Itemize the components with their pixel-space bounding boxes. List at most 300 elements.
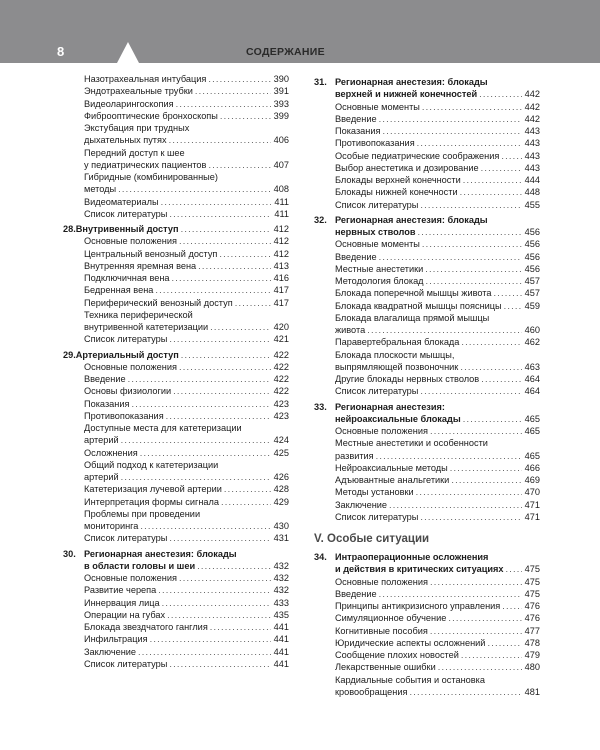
- toc-entry[interactable]: [314, 199, 540, 211]
- toc-entry-title: Основные положения: [335, 426, 428, 436]
- toc-entry[interactable]: [63, 597, 289, 609]
- toc-entry-line: [335, 437, 540, 449]
- chapter-number: 33.: [314, 401, 327, 412]
- toc-entry-line: [84, 471, 289, 483]
- toc-entry-title: Фиброоптические бронхоскопы: [84, 110, 218, 121]
- toc-entry-title: Блокада плоскости мышцы,: [335, 349, 455, 360]
- toc-entry[interactable]: [314, 150, 540, 162]
- toc-entry[interactable]: [63, 584, 289, 596]
- toc-entry-line: [84, 309, 289, 321]
- toc-entry-line: [335, 349, 540, 361]
- toc-entry-line: [314, 226, 540, 238]
- toc-entry[interactable]: [314, 186, 540, 198]
- toc-entry-line: [63, 548, 289, 560]
- toc-entry-title: Техника периферической: [84, 309, 193, 320]
- dot-leader: [460, 186, 522, 198]
- toc-entry-line: [335, 251, 540, 263]
- toc-entry[interactable]: [314, 474, 540, 486]
- page-ref: 441: [273, 622, 289, 632]
- toc-entry-line: [84, 434, 289, 446]
- dot-leader: [379, 251, 522, 263]
- toc-entry-line: [335, 238, 540, 250]
- toc-chapter-entry[interactable]: [63, 349, 289, 361]
- toc-entry[interactable]: [63, 373, 289, 385]
- toc-entry-line: [84, 208, 289, 220]
- dot-leader: [376, 450, 522, 462]
- page-ref: 423: [273, 398, 289, 409]
- page-ref: 431: [273, 533, 289, 544]
- toc-entry-line: [314, 214, 540, 226]
- dot-leader: [506, 563, 522, 575]
- toc-entry[interactable]: [314, 251, 540, 263]
- toc-entry-line: [63, 560, 289, 572]
- toc-entry[interactable]: [314, 625, 540, 637]
- toc-entry-title: Противопоказания: [335, 138, 415, 149]
- toc-entry[interactable]: [63, 147, 289, 172]
- toc-entry[interactable]: [63, 508, 289, 533]
- dot-leader: [430, 425, 522, 437]
- toc-entry[interactable]: [63, 483, 289, 495]
- page-ref: 426: [273, 472, 289, 482]
- page-ref: 423: [273, 410, 289, 421]
- toc-entry[interactable]: [314, 101, 540, 113]
- toc-entry[interactable]: [63, 658, 289, 670]
- toc-entry[interactable]: [63, 646, 289, 658]
- toc-entry[interactable]: [63, 333, 289, 345]
- toc-entry-title: Периферический венозный доступ: [84, 297, 233, 308]
- toc-entry-title: Другие блокады нервных стволов: [335, 374, 480, 384]
- dot-leader: [221, 496, 271, 508]
- toc-entry[interactable]: [63, 171, 289, 196]
- dot-leader: [426, 275, 522, 287]
- page-ref: 466: [524, 462, 540, 473]
- toc-entry[interactable]: [63, 572, 289, 584]
- dot-leader: [461, 336, 522, 348]
- toc-entry-title: Заключение: [335, 499, 388, 510]
- toc-entry[interactable]: [314, 674, 540, 699]
- toc-entry[interactable]: [314, 576, 540, 588]
- toc-entry-line: [335, 287, 540, 299]
- page-ref: 460: [524, 325, 540, 335]
- toc-entry[interactable]: [314, 511, 540, 523]
- page-ref: 422: [273, 374, 289, 384]
- toc-entry-line: [84, 633, 289, 645]
- toc-entry-line: [335, 113, 540, 125]
- toc-entry-line: [335, 263, 540, 275]
- toc-entry[interactable]: [63, 309, 289, 334]
- toc-entry[interactable]: [314, 300, 540, 312]
- dot-leader: [487, 637, 522, 649]
- toc-entry-title: Блокада квадратной мышцы поясницы: [335, 300, 502, 311]
- toc-entry-line: [335, 600, 540, 612]
- toc-entry-title: Блокады верхней конечности: [335, 175, 461, 185]
- toc-entry[interactable]: [314, 600, 540, 612]
- page-ref: 476: [524, 601, 540, 611]
- toc-entry-line: [335, 637, 540, 649]
- toc-entry[interactable]: [314, 263, 540, 275]
- toc-entry[interactable]: [314, 588, 540, 600]
- toc-entry-line: [84, 183, 289, 195]
- triangle-marker-icon: [117, 42, 139, 63]
- toc-entry[interactable]: [314, 162, 540, 174]
- dot-leader: [502, 600, 522, 612]
- page-ref: 417: [273, 297, 289, 308]
- dot-leader: [128, 373, 271, 385]
- toc-entry-line: [84, 572, 289, 584]
- toc-entry[interactable]: [314, 385, 540, 397]
- toc-entry-line: [84, 658, 289, 670]
- toc-entry-line: [84, 361, 289, 373]
- toc-entry-title: Сообщение плохих новостей: [335, 650, 459, 660]
- toc-entry[interactable]: [63, 496, 289, 508]
- toc-entry-title: Экстубация при трудных: [84, 123, 190, 133]
- toc-entry-line: [335, 661, 540, 673]
- toc-entry[interactable]: [314, 661, 540, 673]
- dot-leader: [420, 385, 522, 397]
- toc-entry-line: [84, 646, 289, 658]
- toc-entry[interactable]: [314, 649, 540, 661]
- toc-entry-title: дыхательных путях: [84, 135, 167, 146]
- toc-entry-line: [84, 609, 289, 621]
- toc-entry[interactable]: [63, 260, 289, 272]
- toc-entry-line: [84, 584, 289, 596]
- dot-leader: [210, 621, 271, 633]
- dot-leader: [224, 483, 271, 495]
- toc-entry[interactable]: [63, 398, 289, 410]
- toc-entry-line: [84, 272, 289, 284]
- page-ref: 456: [524, 239, 540, 250]
- toc-entry[interactable]: [63, 248, 289, 260]
- toc-entry[interactable]: [314, 287, 540, 299]
- toc-entry[interactable]: [314, 437, 540, 462]
- toc-entry[interactable]: [314, 275, 540, 287]
- toc-entry[interactable]: [314, 312, 540, 337]
- toc-entry[interactable]: [63, 272, 289, 284]
- dot-leader: [140, 447, 271, 459]
- toc-entry-line: [335, 511, 540, 523]
- toc-entry-title: Список литературы: [335, 199, 419, 210]
- page-ref: 443: [524, 126, 540, 136]
- page-ref: 441: [273, 646, 289, 657]
- toc-entry-line: [84, 171, 289, 183]
- toc-entry[interactable]: [63, 609, 289, 621]
- page-ref: 406: [273, 135, 289, 146]
- page-ref: 390: [273, 74, 289, 84]
- toc-entry[interactable]: [63, 98, 289, 110]
- toc-chapter-entry[interactable]: [314, 551, 540, 576]
- toc-entry[interactable]: [314, 425, 540, 437]
- toc-entry-title: Развитие черепа: [84, 585, 157, 596]
- toc-entry[interactable]: [63, 532, 289, 544]
- toc-entry-line: [335, 162, 540, 174]
- dot-leader: [451, 474, 522, 486]
- toc-entry[interactable]: [63, 422, 289, 447]
- toc-entry[interactable]: [63, 284, 289, 296]
- toc-entry[interactable]: [63, 73, 289, 85]
- toc-entry[interactable]: [314, 612, 540, 624]
- page-ref: 421: [273, 334, 289, 345]
- toc-entry[interactable]: [63, 110, 289, 122]
- toc-chapter-entry[interactable]: [314, 76, 540, 101]
- page-ref: 411: [274, 196, 289, 207]
- dot-leader: [195, 85, 271, 97]
- toc-entry-line: [84, 459, 289, 471]
- toc-entry-title: Регионарная анестезия: блокады: [335, 77, 488, 87]
- toc-entry-title: артерий: [84, 472, 119, 482]
- page-ref: 455: [524, 199, 540, 210]
- toc-entry-title: Показания: [335, 126, 381, 136]
- page-ref: 475: [524, 564, 540, 575]
- page-ref: 465: [524, 413, 540, 424]
- toc-entry-title: в области головы и шеи: [84, 560, 196, 571]
- toc-entry-title: Доступные места для катетеризации: [84, 423, 242, 433]
- page-ref: 432: [273, 560, 289, 571]
- toc-entry-title: Центральный венозный доступ: [84, 248, 218, 259]
- page-ref: 420: [273, 322, 289, 332]
- toc-entry-line: [314, 88, 540, 100]
- page-ref: 407: [273, 159, 289, 170]
- page-ref: 422: [273, 386, 289, 397]
- toc-entry[interactable]: [63, 459, 289, 484]
- dot-leader: [179, 235, 271, 247]
- toc-entry-title: Основные положения: [335, 576, 428, 587]
- toc-entry[interactable]: [63, 235, 289, 247]
- toc-chapter-entry[interactable]: [63, 223, 289, 235]
- toc-entry-title: Осложнения: [84, 447, 138, 458]
- dot-leader: [167, 609, 271, 621]
- toc-entry[interactable]: [314, 462, 540, 474]
- page-ref: 413: [273, 260, 289, 271]
- toc-chapter-entry[interactable]: [63, 548, 289, 573]
- toc-entry-title: Блокада поперечной мышцы живота: [335, 288, 492, 299]
- toc-entry-title: Внутривенный доступ: [75, 224, 179, 234]
- page-ref: 412: [273, 236, 289, 247]
- dot-leader: [481, 162, 522, 174]
- page-ref: 456: [524, 227, 540, 237]
- dot-leader: [379, 588, 522, 600]
- toc-entry[interactable]: [63, 196, 289, 208]
- toc-entry[interactable]: [314, 125, 540, 137]
- toc-entry-line: [314, 563, 540, 575]
- toc-entry-title: Противопоказания: [84, 410, 164, 421]
- dot-leader: [501, 150, 522, 162]
- toc-entry-title: Бедренная вена: [84, 285, 154, 296]
- toc-entry-line: [335, 474, 540, 486]
- page-ref: 411: [274, 208, 289, 219]
- toc-entry-line: [84, 385, 289, 397]
- toc-entry[interactable]: [314, 113, 540, 125]
- toc-entry[interactable]: [314, 373, 540, 385]
- toc-entry-title: Основные моменты: [335, 101, 420, 112]
- page-ref: 416: [273, 273, 289, 283]
- toc-entry[interactable]: [314, 336, 540, 348]
- page-ref: 471: [524, 511, 540, 522]
- page-ref: 456: [524, 251, 540, 262]
- toc-entry[interactable]: [63, 297, 289, 309]
- dot-leader: [450, 462, 522, 474]
- toc-entry-line: [335, 462, 540, 474]
- toc-entry-line: [314, 401, 540, 413]
- toc-entry-title: Проблемы при проведении: [84, 508, 201, 519]
- toc-entry-line: [335, 686, 540, 698]
- toc-entry-line: [314, 76, 540, 88]
- toc-entry[interactable]: [314, 137, 540, 149]
- dot-leader: [208, 73, 271, 85]
- toc-chapter-entry[interactable]: [314, 214, 540, 239]
- chapter-number: 34.: [314, 552, 327, 562]
- toc-entry-title: Инфильтрация: [84, 634, 148, 645]
- toc-entry-line: [84, 532, 289, 544]
- section-heading: V. Особые ситуации: [314, 533, 430, 545]
- toc-entry-title: Назотрахеальная интубация: [84, 74, 207, 84]
- toc-entry-line: [335, 486, 540, 498]
- toc-entry-title: Список литературы: [335, 386, 419, 397]
- page-ref: 456: [524, 263, 540, 274]
- toc-entry[interactable]: [63, 385, 289, 397]
- dot-leader: [138, 646, 271, 658]
- dot-leader: [430, 625, 522, 637]
- chapter-number: 28.: [63, 224, 76, 234]
- toc-entry-line: [335, 425, 540, 437]
- toc-entry-title: и действия в критических ситуациях: [335, 564, 504, 575]
- toc-entry-title: Заключение: [84, 646, 137, 657]
- toc-entry[interactable]: [314, 174, 540, 186]
- toc-entry-line: [84, 410, 289, 422]
- toc-entry-line: [335, 125, 540, 137]
- dot-leader: [379, 113, 522, 125]
- toc-entry[interactable]: [63, 361, 289, 373]
- dot-leader: [463, 413, 522, 425]
- toc-entry-line: [84, 284, 289, 296]
- dot-leader: [131, 398, 271, 410]
- page-ref: 430: [273, 521, 289, 531]
- running-title: СОДЕРЖАНИЕ: [246, 46, 325, 58]
- toc-entry-line: [335, 312, 540, 324]
- toc-entry-title: Интраоперационные осложнения: [335, 552, 489, 562]
- page-ref: 475: [524, 588, 540, 599]
- page-number-tab: [0, 41, 100, 63]
- page-ref: 428: [273, 484, 289, 495]
- toc-entry[interactable]: [314, 499, 540, 511]
- dot-leader: [198, 260, 271, 272]
- dot-leader: [382, 125, 522, 137]
- toc-entry-title: методы: [84, 184, 117, 195]
- toc-entry-line: [84, 333, 289, 345]
- dot-leader: [220, 110, 271, 122]
- toc-entry-title: внутривенной катетеризации: [84, 322, 209, 332]
- page-ref: 470: [524, 487, 540, 498]
- dot-leader: [420, 199, 522, 211]
- page-ref: 399: [273, 110, 289, 121]
- toc-entry[interactable]: [63, 621, 289, 633]
- dot-leader: [181, 223, 271, 235]
- dot-leader: [463, 174, 522, 186]
- toc-entry-line: [84, 196, 289, 208]
- toc-entry[interactable]: [314, 637, 540, 649]
- toc-entry-line: [84, 398, 289, 410]
- page-ref: 442: [524, 89, 540, 100]
- toc-entry-line: [335, 588, 540, 600]
- chapter-number: 32.: [314, 214, 327, 225]
- dot-leader: [367, 324, 522, 336]
- toc-entry-title: Катетеризация лучевой артерии: [84, 484, 222, 495]
- page-ref: 476: [524, 613, 540, 624]
- toc-entry-title: Принципы антикризисного управления: [335, 601, 501, 611]
- toc-entry[interactable]: [314, 486, 540, 498]
- chapter-number: 29.: [63, 349, 76, 360]
- toc-entry-title: нервных стволов: [335, 227, 416, 237]
- page-ref: 442: [524, 101, 540, 112]
- page-ref: 481: [524, 686, 540, 697]
- page-ref: 441: [273, 658, 289, 669]
- dot-leader: [169, 208, 271, 220]
- toc-column-right: [314, 73, 540, 698]
- page-ref: 429: [273, 496, 289, 507]
- toc-entry-line: [84, 110, 289, 122]
- toc-entry-line: [84, 248, 289, 260]
- toc-entry-line: [84, 73, 289, 85]
- page-ref: 471: [524, 499, 540, 510]
- toc-entry[interactable]: [314, 238, 540, 250]
- toc-column-left: [63, 73, 289, 670]
- page-ref: 480: [524, 662, 540, 673]
- toc-entry-line: [335, 174, 540, 186]
- dot-leader: [461, 649, 522, 661]
- page-ref: 417: [273, 285, 289, 296]
- dot-leader: [166, 410, 271, 422]
- page-ref: 475: [524, 576, 540, 587]
- toc-entry-line: [84, 520, 289, 532]
- dot-leader: [417, 226, 522, 238]
- toc-entry-title: Блокада звездчатого ганглия: [84, 622, 208, 632]
- page-ref: 463: [524, 361, 540, 372]
- page-ref: 469: [524, 475, 540, 485]
- page-ref: 422: [273, 349, 289, 360]
- toc-entry-line: [314, 551, 540, 563]
- toc-entry[interactable]: [63, 208, 289, 220]
- toc-entry-line: [84, 134, 289, 146]
- toc-entry-title: Методология блокад: [335, 276, 424, 286]
- toc-entry-title: Местные анестетики: [335, 263, 424, 274]
- dot-leader: [210, 321, 271, 333]
- page-ref: 443: [524, 162, 540, 173]
- toc-entry-title: Введение: [84, 374, 126, 384]
- toc-entry[interactable]: [314, 349, 540, 374]
- dot-leader: [422, 238, 522, 250]
- toc-entry-title: Список литературы: [84, 533, 168, 544]
- toc-entry-line: [335, 199, 540, 211]
- toc-entry[interactable]: [63, 410, 289, 422]
- toc-entry[interactable]: [63, 633, 289, 645]
- toc-entry-line: [335, 324, 540, 336]
- toc-entry[interactable]: [63, 447, 289, 459]
- toc-entry-title: Местные анестетики и особенности: [335, 438, 488, 449]
- toc-chapter-entry[interactable]: [314, 401, 540, 426]
- toc-entry[interactable]: [63, 122, 289, 147]
- toc-entry-title: Список литературы: [84, 208, 168, 219]
- page-ref: 448: [524, 187, 540, 198]
- toc-entry-title: нейроаксиальные блокады: [335, 413, 461, 424]
- toc-entry-title: Когнитивные пособия: [335, 625, 428, 636]
- toc-entry-line: [84, 297, 289, 309]
- toc-entry-line: [84, 621, 289, 633]
- toc-entry-title: Введение: [335, 251, 377, 262]
- toc-entry-title: Основные положения: [84, 361, 177, 372]
- toc-entry-title: Адъювантные анальгетики: [335, 475, 450, 485]
- page-ref: 412: [273, 224, 289, 234]
- toc-entry[interactable]: [63, 85, 289, 97]
- toc-entry-line: [335, 612, 540, 624]
